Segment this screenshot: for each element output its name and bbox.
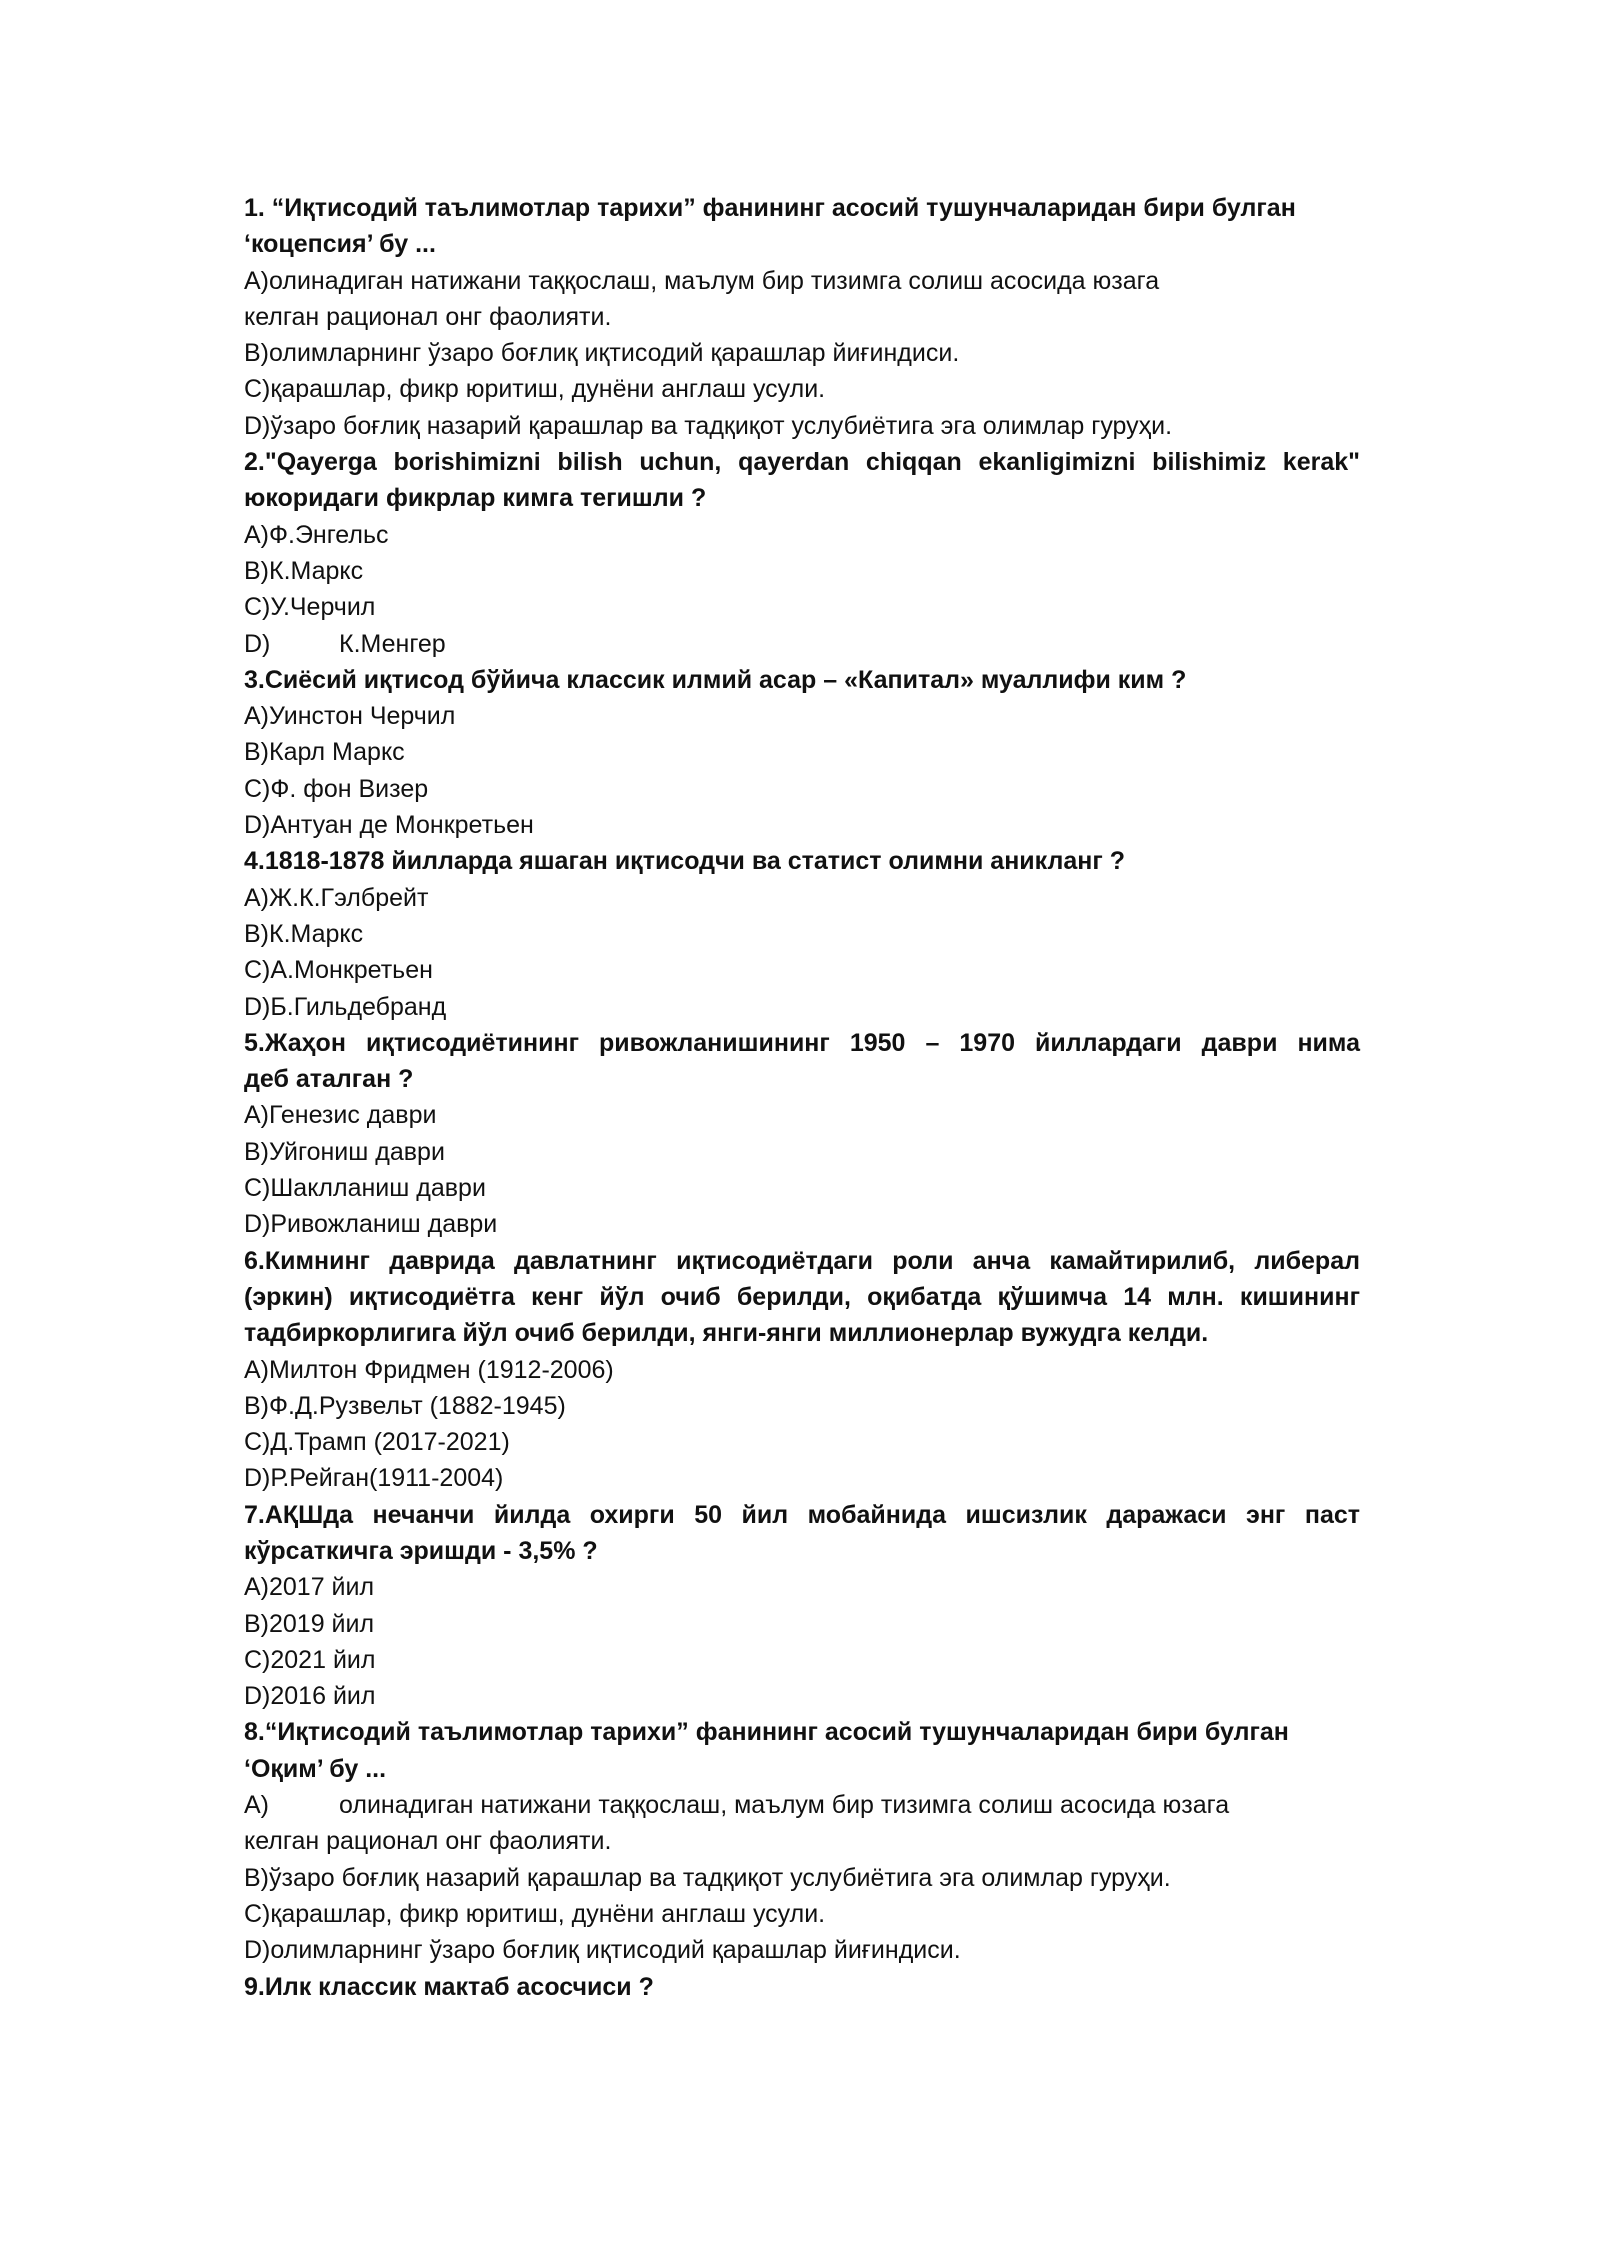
question-6-title-cont: (эркин) иқтисодиётга кенг йўл очиб берилди, оқибатда қўшимча 14 млн. кишининг <box>244 1282 1360 1311</box>
option-line <box>244 1787 1360 1823</box>
option-text: олинадиган натижани таққослаш, маълум бир тизимга солиш асосида юзага <box>339 1791 1230 1820</box>
question-4-title: 4.1818-1878 йилларда яшаган иқтисодчи ва статист олимни аникланг ? <box>244 847 1126 876</box>
option-line: D)Антуан де Монкретьен <box>244 811 534 840</box>
option-line: B)ўзаро боғлиқ назарий қарашлар ва тадқиқот услубиётига эга олимлар гуруҳи. <box>244 1863 1171 1892</box>
option-line: B)олимларнинг ўзаро боғлиқ иқтисодий қарашлар йиғиндиси. <box>244 339 960 368</box>
option-line: B)К.Маркс <box>244 919 364 948</box>
option-line: D)Р.Рейган(1911-2004) <box>244 1464 504 1493</box>
option-line: A)Ф.Энгельс <box>244 520 389 549</box>
option-line: A)Милтон Фридмен (1912-2006) <box>244 1355 614 1384</box>
option-line: C)Шаклланиш даври <box>244 1174 486 1203</box>
question-5-title: 5.Жаҳон иқтисодиётининг ривожланишининг 1950 – 1970 йиллардаги даври нима <box>244 1028 1360 1057</box>
option-line: C)Д.Трамп (2017-2021) <box>244 1428 510 1457</box>
option-line: C)қарашлар, фикр юритиш, дунёни англаш усули. <box>244 1899 826 1928</box>
option-line: B)Карл Маркс <box>244 738 405 767</box>
option-line: D)Ривожланиш даври <box>244 1210 498 1239</box>
question-6-title: 6.Кимнинг даврида давлатнинг иқтисодиётдаги роли анча камайтирилиб, либерал <box>244 1246 1360 1275</box>
option-line: D)олимларнинг ўзаро боғлиқ иқтисодий қарашлар йиғиндиси. <box>244 1936 961 1965</box>
option-line: A)2017 йил <box>244 1573 375 1602</box>
option-line <box>244 626 1360 662</box>
option-line: B)К.Маркс <box>244 556 364 585</box>
option-line: C)2021 йил <box>244 1645 376 1674</box>
option-line: C)Ф. фон Визер <box>244 774 429 803</box>
option-letter: D) <box>244 629 271 658</box>
question-1-title-cont: ‘коцепсия’ бу ... <box>244 230 436 259</box>
option-line: D)ўзаро боғлиқ назарий қарашлар ва тадқиқот услубиётига эга олимлар гуруҳи. <box>244 411 1173 440</box>
option-letter: A) <box>244 1791 269 1820</box>
question-1-title: 1. “Иқтисодий таълимотлар тарихи” фанининг асосий тушунчаларидан бири булган <box>244 194 1296 222</box>
option-line: C)А.Монкретьен <box>244 956 433 985</box>
option-line: C)қарашлар, фикр юритиш, дунёни англаш усули. <box>244 375 826 404</box>
option-line: келган рационал онг фаолияти. <box>244 302 612 331</box>
option-line: келган рационал онг фаолияти. <box>244 1827 612 1856</box>
option-line: B)Ф.Д.Рузвельт (1882-1945) <box>244 1391 566 1420</box>
question-6-title-cont: тадбиркорлигига йўл очиб берилди, янги-янги миллионерлар вужудга келди. <box>244 1319 1209 1348</box>
option-line: D)Б.Гильдебранд <box>244 992 447 1021</box>
option-line: C)У.Черчил <box>244 593 376 622</box>
option-line: B)2019 йил <box>244 1609 375 1638</box>
option-line: A)Генезис даври <box>244 1101 437 1130</box>
question-5-title-cont: деб аталган ? <box>244 1065 414 1094</box>
question-8-title-cont: ‘Оқим’ бу ... <box>244 1754 387 1783</box>
question-7-title-cont: кўрсаткичга эришди - 3,5% ? <box>244 1536 598 1565</box>
question-8-title: 8.“Иқтисодий таълимотлар тарихи” фанининг асосий тушунчаларидан бири булган <box>244 1718 1289 1747</box>
question-2-title-cont: юкоридаги фикрлар кимга тегишли ? <box>244 484 707 513</box>
option-text: К.Менгер <box>339 629 446 658</box>
document-page <box>244 190 1360 2005</box>
question-3-title: 3.Сиёсий иқтисод бўйича классик илмий асар – «Капитал» муаллифи ким ? <box>244 665 1187 694</box>
question-2-title: 2."Qayerga borishimizni bilish uchun, qayerdan chiqqan ekanligimizni bilishimiz kerak" <box>244 448 1360 477</box>
option-line: D)2016 йил <box>244 1682 376 1711</box>
option-line: B)Уйгониш даври <box>244 1137 445 1166</box>
option-line: A)Уинстон Черчил <box>244 702 456 731</box>
option-line: A)олинадиган натижани таққослаш, маълум бир тизимга солиш асосида юзага <box>244 266 1160 295</box>
question-9-title: 9.Илк классик мактаб асосчиси ? <box>244 1972 654 2001</box>
option-line: A)Ж.К.Гэлбрейт <box>244 883 429 912</box>
question-7-title: 7.АҚШда нечанчи йилда охирги 50 йил мобайнида ишсизлик даражаси энг паст <box>244 1500 1360 1529</box>
